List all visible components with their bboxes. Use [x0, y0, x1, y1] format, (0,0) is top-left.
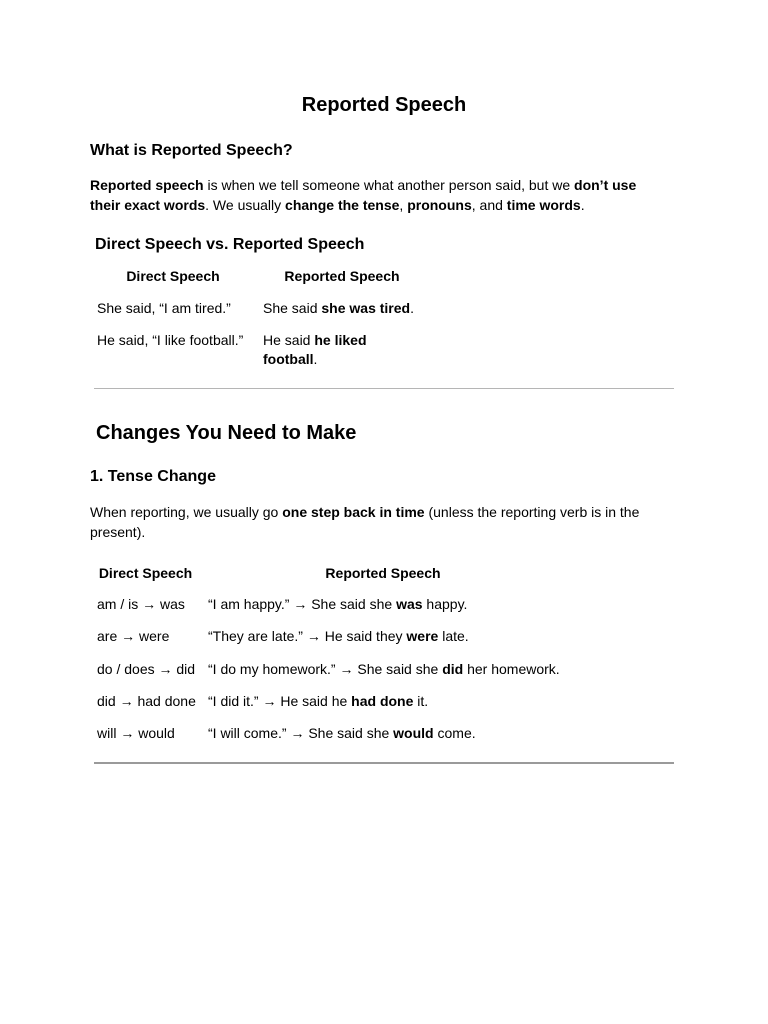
- bold-text: one step back in time: [282, 504, 425, 520]
- table1-header-reported: Reported Speech: [284, 268, 400, 284]
- bold-text: had done: [351, 693, 414, 709]
- page-title: Reported Speech: [301, 94, 467, 116]
- text-run: “I did it.” → He said he: [208, 693, 352, 709]
- text-run: When reporting, we usually go: [90, 504, 283, 520]
- section-what-heading: What is Reported Speech?: [90, 142, 293, 159]
- text-run: , and: [471, 196, 507, 213]
- divider: [94, 388, 674, 389]
- text-run: “I am happy.” → She said she: [208, 596, 397, 612]
- table2-header-direct: Direct Speech: [98, 565, 193, 581]
- bold-text: would: [393, 725, 434, 741]
- bold-text: change the tense: [285, 196, 400, 213]
- changes-heading: Changes You Need to Make: [96, 422, 357, 444]
- text-run: He said: [263, 332, 315, 348]
- text-run: “I do my homework.” → She said she: [208, 661, 443, 677]
- table2-header-reported: Reported Speech: [325, 565, 441, 581]
- table2-row1-direct: am / is → was: [97, 596, 185, 612]
- tense-change-heading: 1. Tense Change: [90, 468, 216, 485]
- bold-text: were: [406, 628, 439, 644]
- text-run: (unless the reporting verb is in the present).: [90, 504, 640, 540]
- table1-header-direct: Direct Speech: [126, 268, 220, 284]
- text-run: .: [410, 300, 414, 316]
- text-run: is when we tell someone what another person said, but we: [203, 177, 575, 193]
- bold-text: she was tired: [321, 300, 411, 316]
- bold-text: was: [396, 596, 423, 612]
- table1-row2-reported: [263, 331, 383, 369]
- bold-text: don’t use their exact words: [90, 177, 637, 213]
- table2-row1-reported: [208, 595, 467, 614]
- table2-row5-reported: [208, 724, 476, 743]
- table1-row1-direct: She said, “I am tired.”: [97, 300, 231, 316]
- bold-text: time words: [506, 196, 581, 213]
- text-run: late.: [438, 628, 469, 644]
- table2-row3-reported: [208, 660, 560, 679]
- table1-row2-direct: He said, “I like football.”: [97, 332, 244, 348]
- table2-row5-direct: will → would: [97, 725, 175, 741]
- text-run: “I will come.” → She said she: [208, 725, 394, 741]
- text-run: .: [580, 196, 585, 213]
- text-run: .: [313, 351, 318, 367]
- table2-row2-reported: [208, 627, 469, 646]
- table2-row4-reported: [208, 692, 428, 711]
- bold-text: did: [442, 661, 464, 677]
- text-run: come.: [433, 725, 476, 741]
- intro-paragraph: [90, 176, 670, 215]
- table1-heading: Direct Speech vs. Reported Speech: [95, 236, 365, 253]
- text-run: She said: [263, 300, 322, 316]
- text-run: happy.: [422, 596, 468, 612]
- text-run: her homework.: [463, 661, 560, 677]
- bold-text: Reported speech: [90, 177, 204, 193]
- bold-text: pronouns: [407, 196, 472, 213]
- table2-row4-direct: did → had done: [97, 693, 196, 709]
- text-run: it.: [413, 693, 429, 709]
- table2-row3-direct: do / does → did: [97, 661, 196, 677]
- text-run: “They are late.” → He said they: [208, 628, 407, 644]
- bold-text: he liked football: [263, 332, 367, 367]
- text-run: . We usually: [205, 196, 286, 213]
- divider-bottom: [94, 762, 674, 764]
- table2-row2-direct: are → were: [97, 628, 170, 644]
- table1-row1-reported: [263, 299, 428, 318]
- text-run: ,: [399, 196, 408, 213]
- tense-change-paragraph: [90, 503, 670, 542]
